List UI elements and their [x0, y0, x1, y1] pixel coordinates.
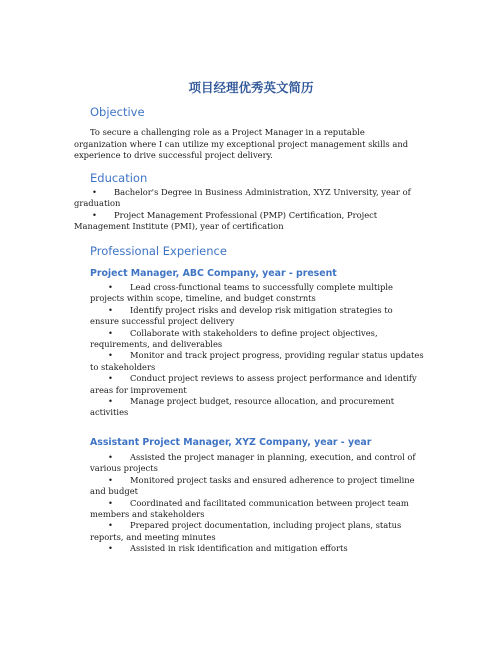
bullet-icon: •: [108, 474, 113, 485]
experience-heading: Professional Experience: [90, 244, 227, 258]
objective-paragraph: To secure a challenging role as a Project Manager in a reputable organization where I can utilize my exceptional project management skills and experience to drive successful project delivery.: [74, 127, 409, 161]
bullet-icon: •: [108, 350, 113, 361]
list-item: • Lead cross-functional teams to successfully complete multiple projects within scope, timeline, and budget constrnts: [90, 282, 393, 304]
objective-heading: Objective: [90, 105, 145, 119]
job-title-1: Project Manager, ABC Company, year - present: [90, 268, 337, 279]
list-item: • Assisted in risk identification and mitigation efforts: [108, 543, 348, 554]
bullet-icon: •: [108, 497, 113, 508]
list-item: • Manage project budget, resource allocation, and procurement activities: [90, 396, 395, 418]
bullet-icon: •: [108, 282, 113, 292]
list-item: • Assisted the project manager in planning, execution, and control of various projects: [90, 452, 416, 474]
education-heading: Education: [90, 171, 148, 185]
bullet-icon: •: [108, 327, 113, 338]
bullet-icon: •: [108, 304, 113, 315]
job-title-2: Assistant Project Manager, XYZ Company, year - year: [90, 437, 372, 448]
education-list: [74, 187, 424, 233]
list-item: • Identify project risks and develop risk mitigation strategies to ensure successful project delivery: [90, 304, 393, 327]
list-item: • Collaborate with stakeholders to define project objectives, requirements, and deliverables: [90, 327, 378, 350]
bullet-icon: •: [108, 520, 113, 531]
job-2-duties: [90, 452, 424, 555]
list-item: • Coordinated and facilitated communication between project team members and stakeholders: [90, 497, 409, 520]
list-item: • Prepared project documentation, including project plans, status reports, and meeting minutes: [90, 520, 402, 542]
list-item: • Monitor and track project progress, providing regular status updates to stakeholders: [90, 350, 424, 372]
bullet-icon: •: [108, 396, 113, 407]
document-title: 项目经理优秀英文简历: [188, 80, 314, 95]
bullet-icon: •: [92, 209, 97, 220]
bullet-icon: •: [108, 452, 113, 462]
bullet-icon: •: [108, 543, 113, 554]
list-item: • Bachelor's Degree in Business Administration, XYZ University, year of graduation: [74, 187, 411, 209]
list-item: • Project Management Professional (PMP) Certification, Project Management Institute (PMI), year of certification: [74, 209, 378, 232]
list-item: • Monitored project tasks and ensured adherence to project timeline and budget: [90, 474, 415, 497]
objective-text: [74, 127, 419, 162]
list-item: • Conduct project reviews to assess project performance and identify areas for improvement: [90, 373, 417, 395]
bullet-icon: •: [92, 187, 97, 197]
bullet-icon: •: [108, 373, 113, 384]
job-1-duties: [90, 282, 424, 419]
